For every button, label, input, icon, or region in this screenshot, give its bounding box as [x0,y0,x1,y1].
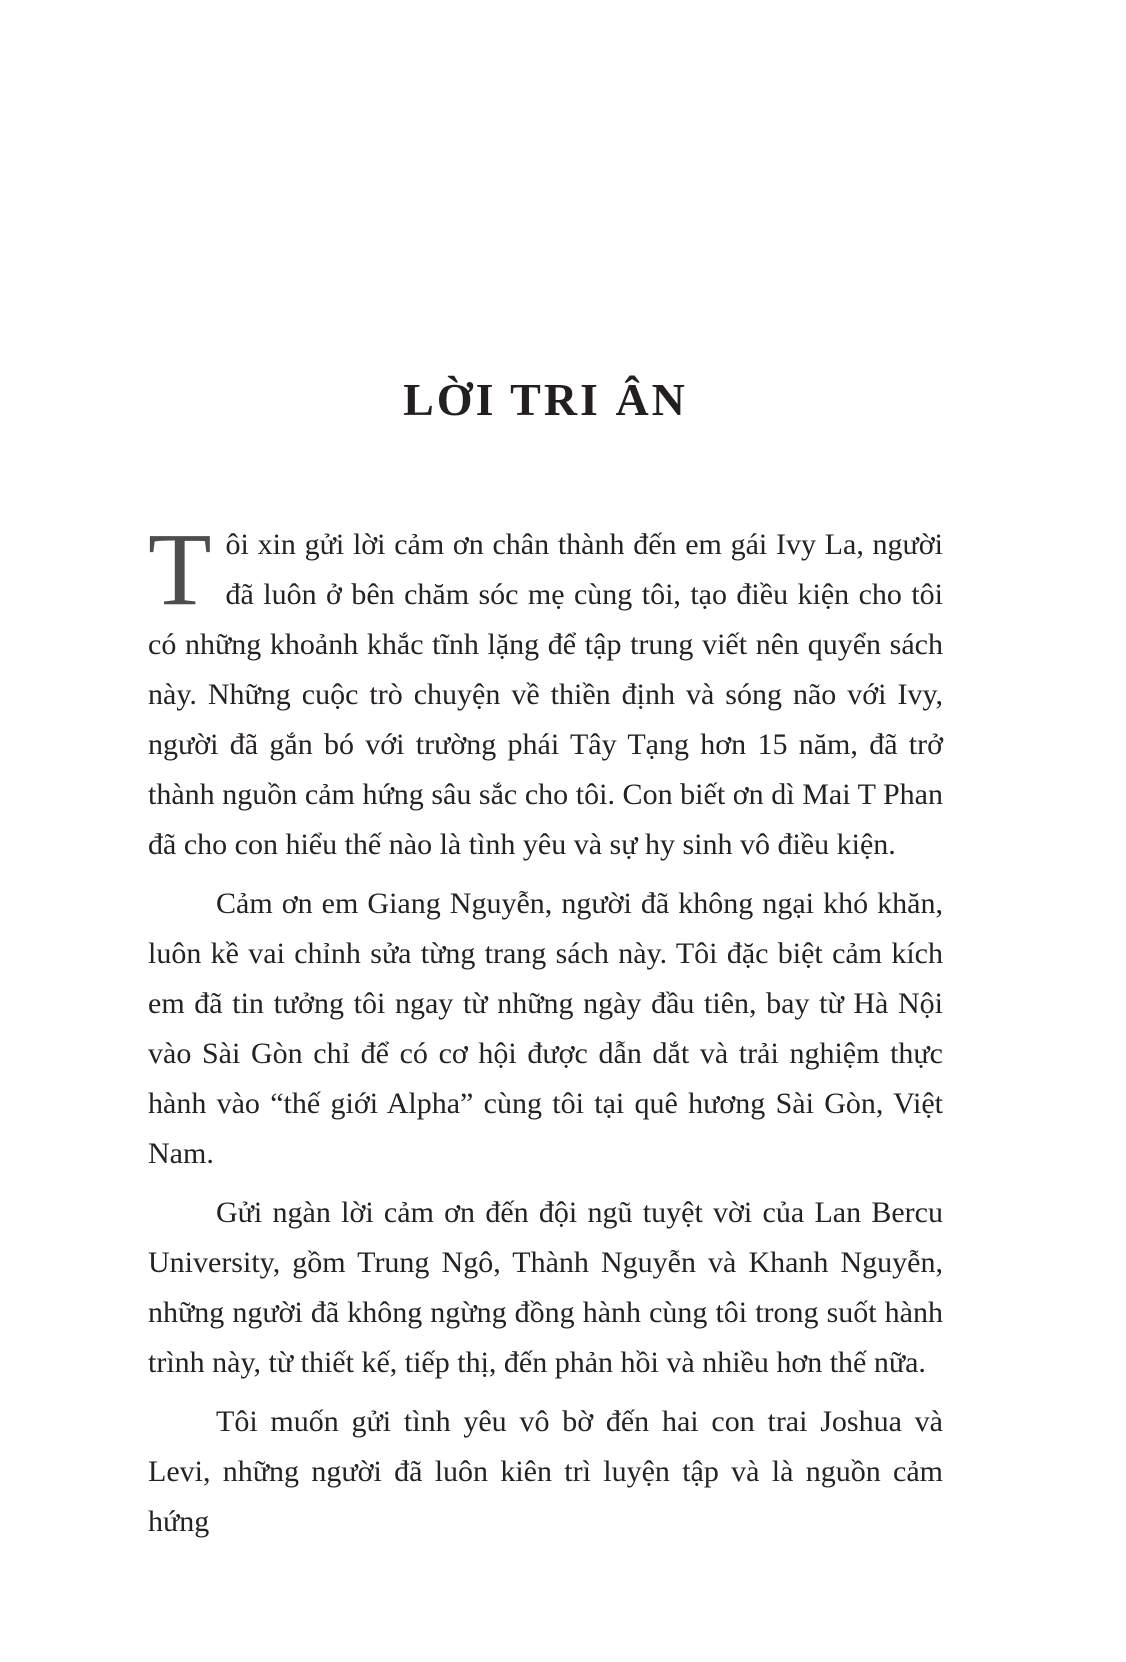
opening-paragraph [148,512,943,870]
opening-paragraph-text: ôi xin gửi lời cảm ơn chân thành đến em gái Ivy La, người đã luôn ở bên chăm sóc mẹ cùng tôi, tạo điều kiện cho tôi có những khoảnh khắc tĩnh lặng để tập trung viết nên quyển sách này. Những cuộc trò chuyện về thiền định và sóng não với Ivy, người đã gắn bó với trường phái Tây Tạng hơn 15 năm, đã trở thành nguồn cảm hứng sâu sắc cho tôi. Con biết ơn dì Mai T Phan đã cho con hiểu thế nào là tình yêu và sự hy sinh vô điều kiện. [148,528,943,861]
drop-cap-letter: T [148,512,212,627]
paragraph: Cảm ơn em Giang Nguyễn, người đã không ngại khó khăn, luôn kề vai chỉnh sửa từng trang sách này. Tôi đặc biệt cảm kích em đã tin tưởng tôi ngay từ những ngày đầu tiên, bay từ Hà Nội vào Sài Gòn chỉ để có cơ hội được dẫn dắt và trải nghiệm thực hành vào “thế giới Alpha” cùng tôi tại quê hương Sài Gòn, Việt Nam. [148,887,943,1170]
chapter-title: LỜI TRI ÂN [403,374,688,425]
paragraph: Tôi muốn gửi tình yêu vô bờ đến hai con trai Joshua và Levi, những người đã luôn kiên trì luyện tập và là nguồn cảm hứng [148,1405,943,1538]
acknowledgments-text [148,512,943,1547]
paragraph: Gửi ngàn lời cảm ơn đến đội ngũ tuyệt vời của Lan Bercu University, gồm Trung Ngô, Thành Nguyễn và Khanh Nguyễn, những người đã không ngừng đồng hành cùng tôi trong suốt hành trình này, từ thiết kế, tiếp thị, đến phản hồi và nhiều hơn thế nữa. [148,1196,943,1379]
page-content [148,0,943,1556]
